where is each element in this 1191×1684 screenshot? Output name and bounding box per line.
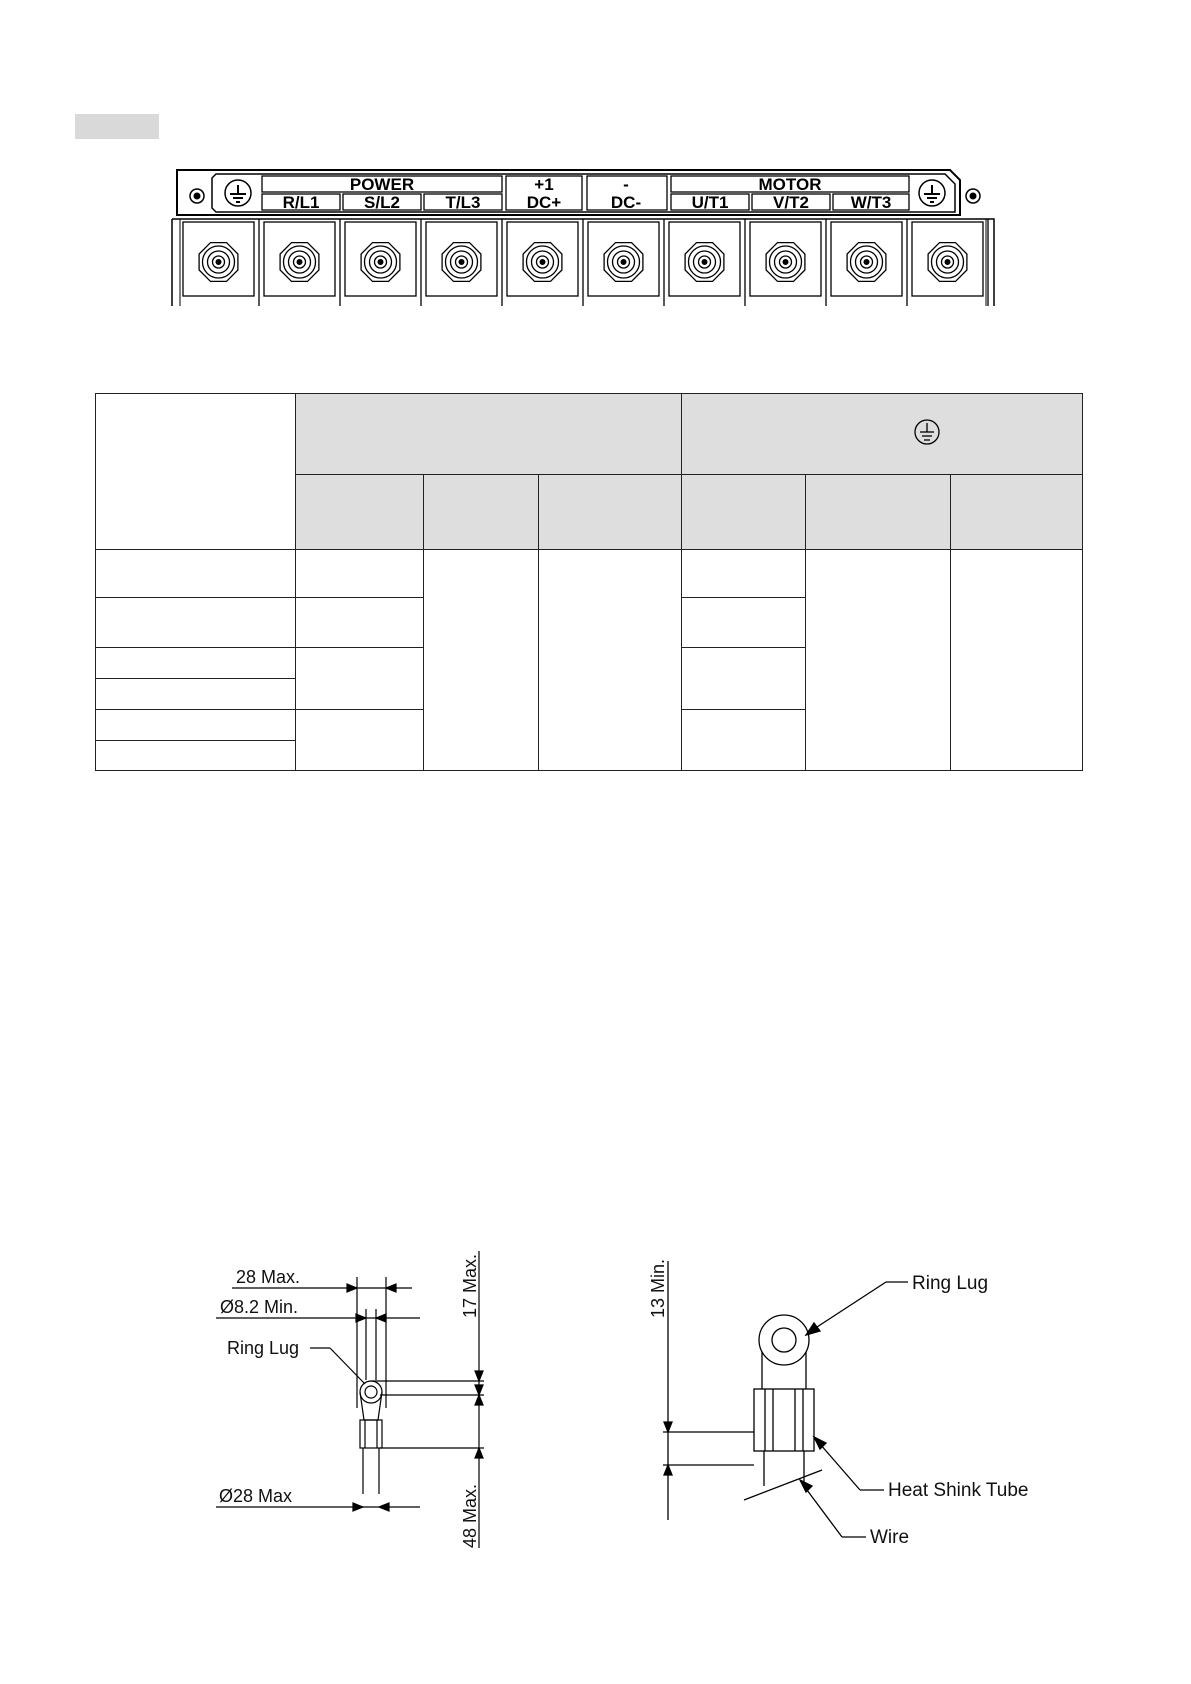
terminal-label-tl3: T/L3 bbox=[445, 193, 481, 212]
header-model-cell bbox=[96, 394, 296, 550]
wire-label: Wire bbox=[870, 1527, 910, 1548]
dim-min-height-label: 13 Min. bbox=[648, 1258, 668, 1318]
terminal-screw bbox=[912, 219, 988, 306]
dc-plus-top-label: +1 bbox=[534, 175, 554, 194]
table-cell bbox=[96, 741, 296, 771]
ground-icon bbox=[225, 180, 251, 206]
table-cell bbox=[682, 648, 806, 710]
header-sub-cell bbox=[951, 475, 1083, 550]
table-cell bbox=[296, 550, 424, 598]
terminal-label-sl2: S/L2 bbox=[364, 193, 400, 212]
table-cell bbox=[682, 710, 806, 771]
dc-minus-top-label: - bbox=[623, 175, 629, 194]
table-cell bbox=[539, 550, 682, 771]
motor-group-label: MOTOR bbox=[758, 175, 822, 194]
terminal-screw bbox=[507, 219, 583, 306]
lug-diagram-right bbox=[663, 1261, 908, 1537]
terminal-screw bbox=[183, 219, 259, 306]
terminal-block bbox=[172, 170, 994, 306]
terminal-screw bbox=[264, 219, 340, 306]
dim-top-height-label: 17 Max. bbox=[460, 1253, 480, 1318]
terminal-screw bbox=[426, 219, 502, 306]
header-sub-cell bbox=[424, 475, 539, 550]
table-cell bbox=[296, 598, 424, 648]
table-cell bbox=[296, 648, 424, 710]
terminal-screw bbox=[588, 219, 664, 306]
table-cell bbox=[96, 679, 296, 710]
header-sub-cell bbox=[682, 475, 806, 550]
terminal-screw bbox=[669, 219, 745, 306]
wiring-spec-table bbox=[95, 393, 1083, 771]
table-cell bbox=[96, 710, 296, 741]
mount-screw-right bbox=[966, 189, 980, 203]
terminal-label-ut1: U/T1 bbox=[691, 193, 729, 212]
terminal-screw bbox=[831, 219, 907, 306]
ring-lug-label-left: Ring Lug bbox=[227, 1338, 300, 1358]
table-cell bbox=[96, 598, 296, 648]
mount-screw-left bbox=[190, 189, 204, 203]
header-sub-cell bbox=[806, 475, 951, 550]
table-cell bbox=[96, 550, 296, 598]
table-cell bbox=[424, 550, 539, 771]
terminal-label-vt2: V/T2 bbox=[773, 193, 809, 212]
terminal-label-dcplus: DC+ bbox=[526, 193, 562, 212]
header-sub-cell bbox=[296, 475, 424, 550]
header-ground-cell bbox=[682, 394, 1083, 475]
dim-body-height-label: 48 Max. bbox=[460, 1483, 480, 1548]
ground-icon bbox=[919, 180, 945, 206]
terminal-screw bbox=[345, 219, 421, 306]
table-cell bbox=[296, 710, 424, 771]
dim-tube-label: Ø28 Max bbox=[219, 1486, 293, 1506]
table-cell bbox=[682, 598, 806, 648]
terminal-label-wt3: W/T3 bbox=[850, 193, 892, 212]
terminal-label-rl1: R/L1 bbox=[282, 193, 320, 212]
terminal-screw bbox=[750, 219, 826, 306]
table-cell bbox=[951, 550, 1083, 771]
table-cell bbox=[682, 550, 806, 598]
dim-width-label: 28 Max. bbox=[236, 1267, 301, 1287]
table-cell bbox=[806, 550, 951, 771]
heat-tube-label: Heat Shink Tube bbox=[888, 1480, 1029, 1501]
ring-lug-label-right: Ring Lug bbox=[912, 1273, 989, 1294]
header-sub-cell bbox=[539, 475, 682, 550]
power-group-label: POWER bbox=[349, 175, 415, 194]
ground-icon bbox=[913, 418, 941, 446]
header-main-circuit-cell bbox=[296, 394, 682, 475]
terminal-label-dcminus: DC- bbox=[610, 193, 642, 212]
dim-hole-label: Ø8.2 Min. bbox=[220, 1297, 299, 1317]
table-cell bbox=[96, 648, 296, 679]
